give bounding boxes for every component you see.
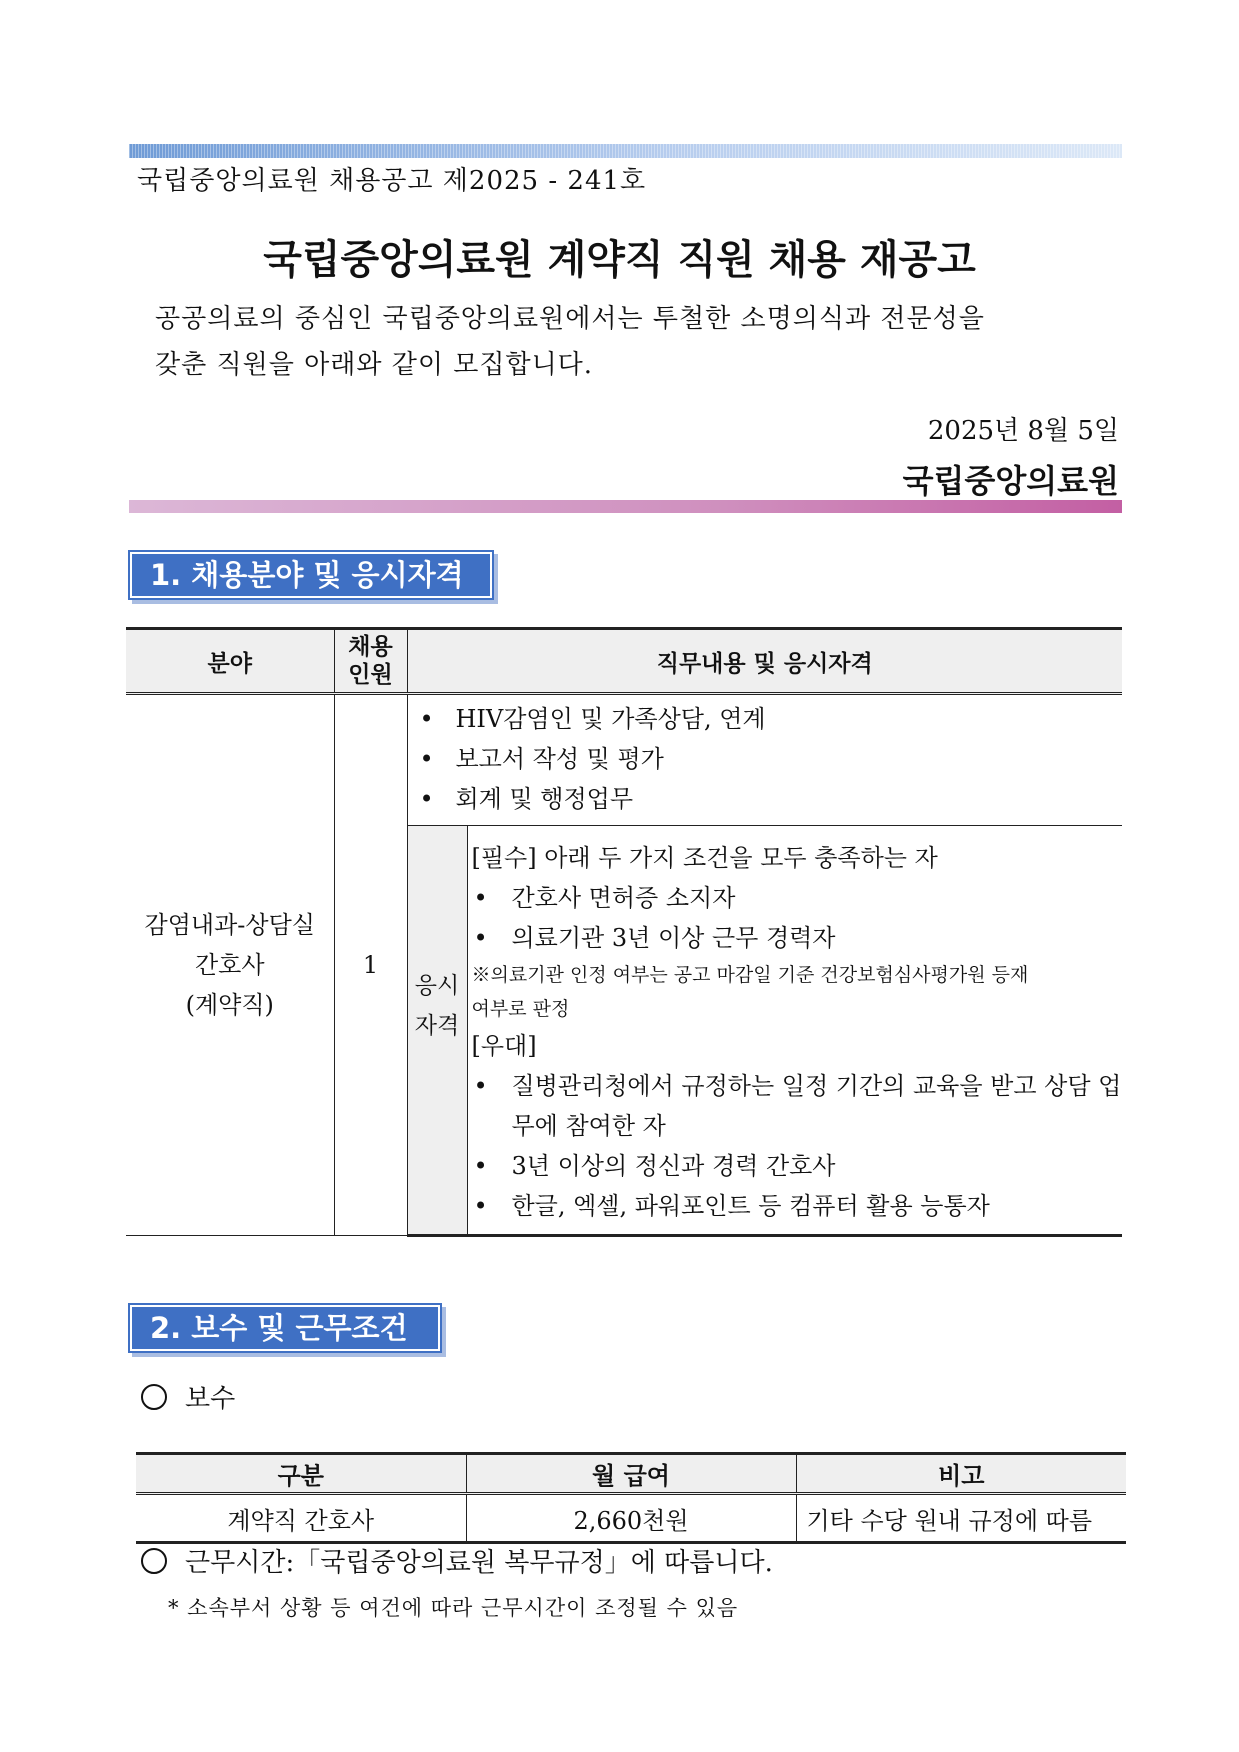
circle-bullet-icon — [141, 1384, 167, 1410]
required-note-line2: 여부로 판정 — [471, 998, 570, 1020]
intro-line-1: 공공의료의 중심인 국립중앙의료원에서는 투철한 소명의식과 전문성을 — [155, 304, 985, 334]
pay-col-header: 월 급여 — [466, 1454, 796, 1494]
pay-cell: 기타 수당 원내 규정에 따름 — [796, 1494, 1126, 1543]
preferred-item: • 3년 이상의 정신과 경력 간호사 — [472, 1146, 1123, 1186]
qualification-label — [407, 826, 467, 1236]
notice-date: 2025년 8월 5일 — [927, 416, 1119, 446]
notice-number: 국립중앙의료원 채용공고 제2025 - 241호 — [137, 166, 647, 196]
pay-table-header-row — [136, 1454, 1126, 1494]
required-note — [472, 958, 1123, 1026]
required-heading: [필수] 아래 두 가지 조건을 모두 충족하는 자 — [471, 844, 938, 872]
field-line-1: 감염내과-상담실 — [144, 911, 315, 939]
recruitment-table — [126, 627, 1122, 1237]
preferred-heading: [우대] — [471, 1032, 537, 1060]
col-count-header-line2: 인원 — [348, 662, 393, 688]
col-duty-header: 직무내용 및 응시자격 — [407, 629, 1122, 694]
preferred-item: • 한글, 엑셀, 파워포인트 등 컴퓨터 활용 능통자 — [472, 1186, 1123, 1226]
qualification-label-line2: 자격 — [414, 1013, 460, 1039]
pay-table — [136, 1452, 1126, 1544]
duty-item: • HIV감염인 및 가족상담, 연계 — [418, 699, 1123, 739]
pay-cell: 2,660천원 — [466, 1494, 796, 1543]
duty-item: • 보고서 작성 및 평가 — [418, 739, 1123, 779]
duty-item: • 회계 및 행정업무 — [418, 779, 1123, 819]
work-hours — [141, 1542, 773, 1579]
work-hours-note: * 소속부서 상황 등 여건에 따라 근무시간이 조정될 수 있음 — [168, 1596, 739, 1620]
pay-col-header: 비고 — [796, 1454, 1126, 1494]
col-count-header-line1: 채용 — [348, 634, 393, 660]
qualification-cell — [467, 826, 1122, 1236]
field-line-3: (계약직) — [185, 991, 274, 1019]
qualification-label-line1: 응시 — [414, 973, 460, 999]
duty-cell — [407, 694, 1122, 826]
required-note-line1: ※의료기관 인정 여부는 공고 마감일 기준 건강보험심사평가원 등재 — [471, 964, 1029, 986]
page-title: 국립중앙의료원 계약직 직원 채용 재공고 — [263, 237, 976, 283]
section-1-heading: 1. 채용분야 및 응시자격 — [130, 552, 492, 598]
section-2-heading: 2. 보수 및 근무조건 — [130, 1305, 440, 1351]
count-cell: 1 — [334, 694, 407, 1236]
required-item: • 간호사 면허증 소지자 — [472, 878, 1123, 918]
organization-name: 국립중앙의료원 — [902, 462, 1119, 500]
col-field-header: 분야 — [126, 629, 334, 694]
field-cell — [126, 694, 334, 1236]
work-hours-text: 근무시간:「국립중앙의료원 복무규정」에 따릅니다. — [185, 1548, 773, 1578]
field-line-2: 간호사 — [194, 951, 265, 979]
table-row — [126, 694, 1122, 826]
divider-bar — [129, 500, 1122, 513]
preferred-item: • 질병관리청에서 규정하는 일정 기간의 교육을 받고 상담 업무에 참여한 자 — [472, 1066, 1123, 1146]
top-decorative-bar — [129, 144, 1122, 158]
table-row — [136, 1494, 1126, 1543]
pay-col-header: 구분 — [136, 1454, 466, 1494]
pay-cell: 계약직 간호사 — [136, 1494, 466, 1543]
pay-label-text: 보수 — [185, 1384, 236, 1414]
intro-text — [155, 296, 1115, 388]
pay-label — [141, 1378, 235, 1415]
required-item: • 의료기관 3년 이상 근무 경력자 — [472, 918, 1123, 958]
col-count-header — [334, 629, 407, 694]
circle-bullet-icon — [141, 1548, 167, 1574]
table-header-row — [126, 629, 1122, 694]
intro-line-2: 갖춘 직원을 아래와 같이 모집합니다. — [155, 350, 594, 380]
